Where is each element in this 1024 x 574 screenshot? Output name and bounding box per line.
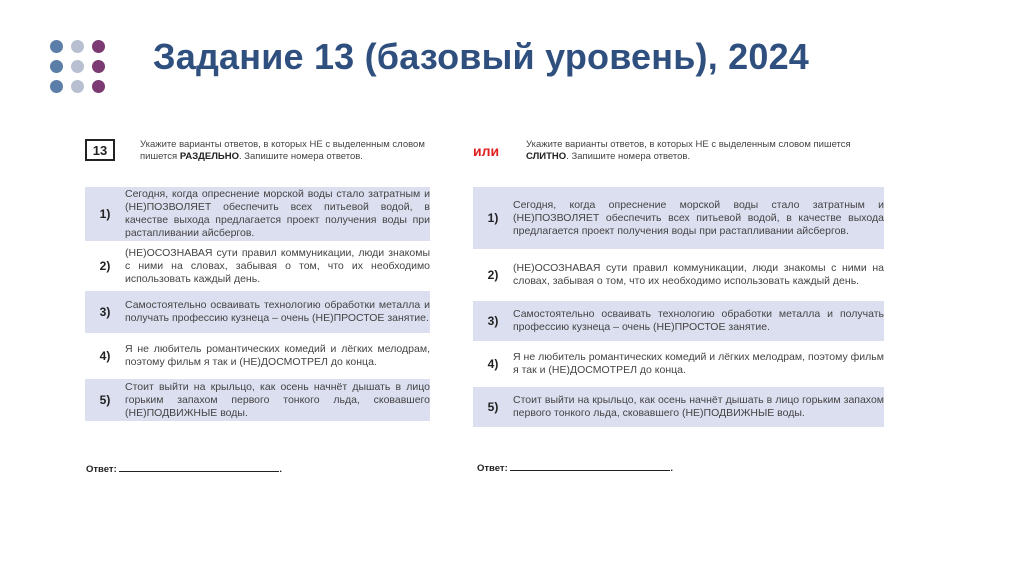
answer-label: Ответ:	[86, 464, 117, 475]
answer-end: .	[670, 463, 674, 474]
option-row	[85, 187, 430, 241]
option-number: 5)	[487, 400, 499, 414]
instruction-text: Укажите варианты ответов, в которых НЕ с выделенным словом пишется	[140, 139, 425, 162]
option-text: Стоит выйти на крыльцо, как осень начнёт дышать в лицо горьким запахом первого тонкого льда, сковавшего (НЕ)ПОДВИЖНЫЕ воды.	[125, 380, 430, 419]
instruction-keyword: СЛИТНО	[526, 151, 567, 162]
option-row	[473, 387, 884, 427]
task-instruction	[526, 139, 884, 163]
decor-dot	[71, 60, 84, 73]
option-row	[473, 301, 884, 341]
option-text: Я не любитель романтических комедий и лёгких мелодрам, поэтому фильм я так и (НЕ)ДОСМОТРЕЛ до конца.	[125, 343, 430, 368]
option-text: Самостоятельно осваивать технологию обработки металла и получать профессию кузнеца – очень (НЕ)ПРОСТОЕ занятие.	[513, 308, 884, 333]
decor-dot	[71, 80, 84, 93]
answer-line[interactable]	[119, 462, 279, 472]
answer-field-left	[86, 462, 282, 475]
option-text: Я не любитель романтических комедий и лёгких мелодрам, поэтому фильм я так и (НЕ)ДОСМОТРЕЛ до конца.	[513, 351, 884, 376]
instruction-keyword: РАЗДЕЛЬНО	[179, 151, 239, 162]
decor-dot	[50, 40, 63, 53]
decor-dot	[92, 40, 105, 53]
answer-line[interactable]	[510, 461, 670, 471]
or-label: или	[473, 143, 500, 159]
option-row	[473, 254, 884, 296]
option-number: 2)	[99, 259, 111, 273]
option-number: 5)	[99, 393, 111, 407]
option-number: 3)	[99, 305, 111, 319]
decor-dot	[71, 40, 84, 53]
option-number: 2)	[487, 268, 499, 282]
option-row	[85, 379, 430, 421]
option-number: 4)	[487, 357, 499, 371]
option-row	[473, 346, 884, 382]
option-text: Стоит выйти на крыльцо, как осень начнёт дышать в лицо горьким запахом первого тонкого льда, сковавшего (НЕ)ПОДВИЖНЫЕ воды.	[513, 394, 884, 419]
option-number: 1)	[99, 207, 111, 221]
option-text: Самостоятельно осваивать технологию обработки металла и получать профессию кузнеца – очень (НЕ)ПРОСТОЕ занятие.	[125, 299, 430, 324]
option-text: (НЕ)ОСОЗНАВАЯ сути правил коммуникации, люди знакомы с ними на словах, забывая о том, что их необходимо использовать каждый день.	[125, 246, 430, 285]
option-number: 4)	[99, 349, 111, 363]
instruction-tail: . Запишите номера ответов.	[566, 151, 691, 162]
task-header	[85, 135, 430, 187]
option-row	[85, 246, 430, 286]
page-title: Задание 13 (базовый уровень), 2024	[153, 36, 810, 77]
answer-field-right	[477, 461, 673, 474]
option-number: 3)	[487, 314, 499, 328]
task-right-panel	[473, 135, 884, 432]
option-row	[85, 291, 430, 333]
option-text: (НЕ)ОСОЗНАВАЯ сути правил коммуникации, люди знакомы с ними на словах, забывая о том, что их необходимо использовать каждый день.	[513, 262, 884, 287]
task-left-panel	[85, 135, 430, 426]
decor-dot	[50, 80, 63, 93]
option-text: Сегодня, когда опреснение морской воды стало затратным и (НЕ)ПОЗВОЛЯЕТ обеспечить всех питьевой водой, в качестве выхода предлагается проект получения воды при растапливании айсбергов.	[513, 198, 884, 237]
task-number-box: 13	[85, 139, 115, 161]
option-text: Сегодня, когда опреснение морской воды стало затратным и (НЕ)ПОЗВОЛЯЕТ обеспечить всех питьевой водой, в качестве выхода предлагается проект получения воды при растапливании айсбергов.	[125, 188, 430, 239]
instruction-text: Укажите варианты ответов, в которых НЕ с выделенным словом пишется	[526, 139, 851, 150]
decorative-dot-grid	[50, 40, 105, 93]
option-number: 1)	[487, 211, 499, 225]
decor-dot	[50, 60, 63, 73]
decor-dot	[92, 60, 105, 73]
answer-label: Ответ:	[477, 463, 508, 474]
task-instruction	[140, 139, 425, 163]
option-row	[85, 338, 430, 374]
task-header	[473, 135, 884, 187]
answer-end: .	[279, 464, 283, 475]
decor-dot	[92, 80, 105, 93]
instruction-tail: . Запишите номера ответов.	[239, 151, 363, 162]
option-row	[473, 187, 884, 249]
